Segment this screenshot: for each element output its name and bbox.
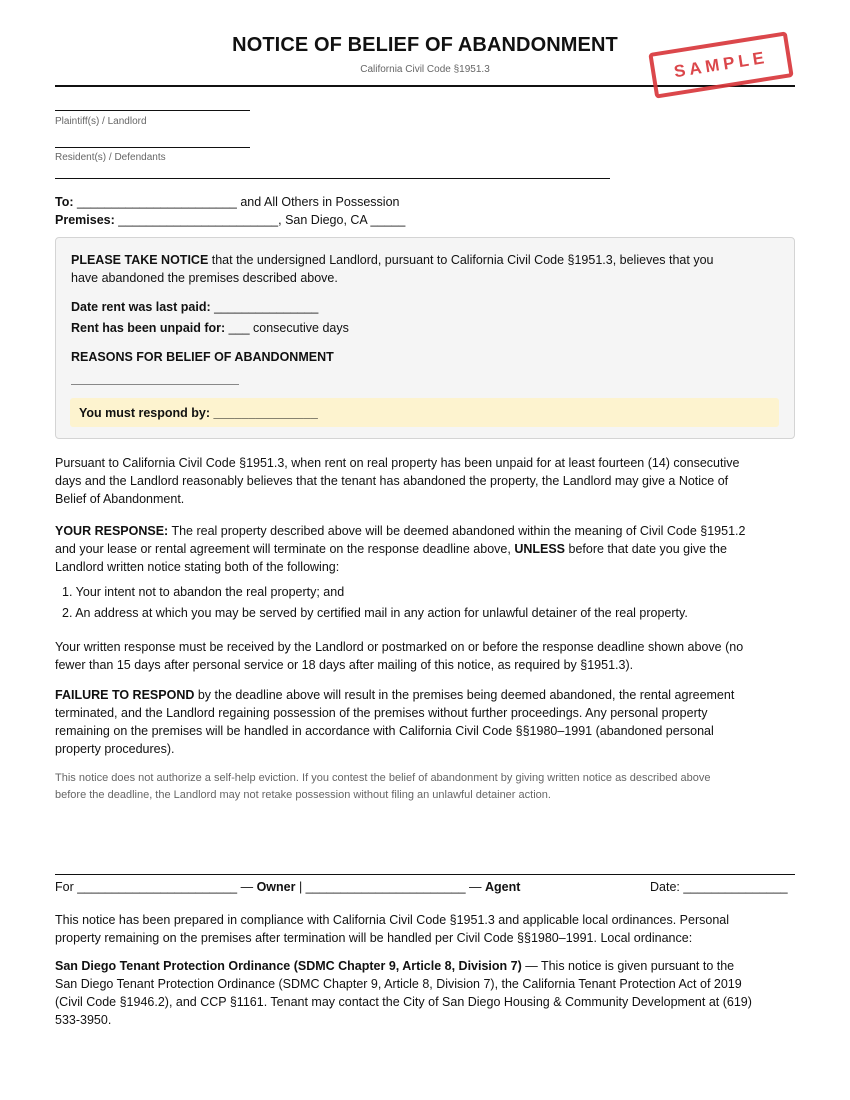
notice-lead (71, 251, 781, 287)
self-help-note-line-1: This notice does not authorize a self-help eviction. If you contest the belief of abandonment by giving written notice as described above (55, 772, 711, 784)
owner-label: Owner (256, 880, 296, 894)
paragraph-written-response (55, 638, 795, 674)
document-title: NOTICE OF BELIEF OF ABANDONMENT (232, 34, 618, 56)
failure-line-4: property procedures). (55, 742, 175, 756)
document-subtitle: California Civil Code §1951.3 (360, 64, 490, 75)
to-line (55, 195, 399, 209)
your-response-line-3: Landlord written notice stating both of the following: (55, 560, 340, 574)
premises-label: Premises: (55, 213, 115, 227)
respond-by-banner (70, 398, 779, 427)
your-response-line-2b: before that date you give the (565, 542, 727, 556)
failure-line-2: terminated, and the Landlord regaining possession of the premises without further proceedings. Any personal property (55, 706, 708, 720)
ordinance-line-1: — This notice is given pursuant to the (521, 959, 735, 973)
failure-line-3: remaining on the premises will be handled in accordance with California Civil Code §§1980–1991 (abandoned personal (55, 724, 714, 738)
unpaid-label: Rent has been unpaid for: (71, 321, 226, 335)
paragraph-pursuant-line-3: Belief of Abandonment. (55, 492, 185, 506)
unless-emphasis: UNLESS (514, 542, 566, 556)
signature-for: For _______________________ — (55, 880, 257, 894)
signature-block (55, 880, 520, 894)
signature-mid: | _______________________ — (295, 880, 486, 894)
paragraph-pursuant-line-2: days and the Landlord reasonably believes that the tenant has abandoned the property, the Landlord may give a Notice of (55, 474, 729, 488)
unpaid-value: ___ consecutive days (225, 321, 349, 335)
paragraph-failure-to-respond (55, 686, 795, 758)
reasons-blank-line (71, 384, 239, 385)
plaintiff-signature-line (55, 110, 250, 111)
to-value: _______________________ and All Others in Possession (73, 195, 400, 209)
plaintiff-label: Plaintiff(s) / Landlord (55, 116, 147, 127)
ordinance-line-3: (Civil Code §1946.2), and CCP §1161. Tenant may contact the City of San Diego Housing & Community Development at (619) (55, 995, 752, 1009)
paragraph-pursuant-line-1: Pursuant to California Civil Code §1951.3, when rent on real property has been unpaid for at least fourteen (14) consecutive (55, 456, 740, 470)
date-paid-line (71, 298, 781, 316)
compliance-paragraph (55, 911, 795, 947)
ordinance-line-2: San Diego Tenant Protection Ordinance (SDMC Chapter 9, Article 8, Division 7), the California Tenant Protection Act of 2019 (55, 977, 742, 991)
written-response-line-1: Your written response must be received by the Landlord or postmarked on or before the response deadline shown above (no (55, 640, 744, 654)
to-label: To: (55, 195, 74, 209)
signature-date: Date: _______________ (650, 880, 788, 894)
paragraph-your-response (55, 522, 795, 576)
resident-label: Resident(s) / Defendants (55, 152, 166, 163)
self-help-note-line-2: before the deadline, the Landlord may not retake possession without filing an unlawful detainer action. (55, 789, 551, 801)
list-item: 1. Your intent not to abandon the real property; and (62, 585, 345, 599)
failure-heading: FAILURE TO RESPOND (55, 688, 195, 702)
ordinance-heading: San Diego Tenant Protection Ordinance (SDMC Chapter 9, Article 8, Division 7) (55, 959, 522, 973)
notice-lead-text-2: have abandoned the premises described above. (71, 271, 338, 285)
self-help-note (55, 770, 795, 804)
written-response-line-2: fewer than 15 days after personal service or 18 days after mailing of this notice, as required by §1951.3). (55, 658, 634, 672)
your-response-line-1: The real property described above will be deemed abandoned within the meaning of Civil Code §1951.2 (168, 524, 746, 538)
resident-signature-line (55, 147, 250, 148)
premises-value: _______________________, San Diego, CA _____ (114, 213, 406, 227)
failure-line-1: by the deadline above will result in the premises being deemed abandoned, the rental agreement (194, 688, 735, 702)
list-item: 2. An address at which you may be served by certified mail in any action for unlawful detainer of the real property. (62, 606, 688, 620)
your-response-line-2a: and your lease or rental agreement will terminate on the response deadline above, (55, 542, 515, 556)
respond-by-label: You must respond by: _______________ (79, 406, 318, 420)
compliance-line-2: property remaining on the premises after termination will be handled per Civil Code §§1980–1991. Local ordinance: (55, 931, 693, 945)
unpaid-line (71, 319, 781, 337)
notice-lead-text: that the undersigned Landlord, pursuant to California Civil Code §1951.3, believes that you (208, 253, 714, 267)
ordinance-line-4: 533-3950. (55, 1013, 112, 1027)
notice-lead-bold: PLEASE TAKE NOTICE (71, 253, 209, 267)
premises-line (55, 213, 405, 227)
date-paid-label: Date rent was last paid: (71, 300, 211, 314)
agent-label: Agent (485, 880, 521, 894)
paragraph-pursuant (55, 454, 795, 508)
sample-stamp: SAMPLE (648, 31, 793, 98)
compliance-line-1: This notice has been prepared in compliance with California Civil Code §1951.3 and applicable local ordinances. Personal (55, 913, 730, 927)
date-paid-blank: _______________ (210, 300, 319, 314)
reasons-heading: REASONS FOR BELIEF OF ABANDONMENT (71, 350, 334, 364)
caption-divider (55, 178, 610, 179)
your-response-heading: YOUR RESPONSE: (55, 524, 169, 538)
ordinance-paragraph (55, 957, 795, 1029)
signature-divider (55, 874, 795, 875)
